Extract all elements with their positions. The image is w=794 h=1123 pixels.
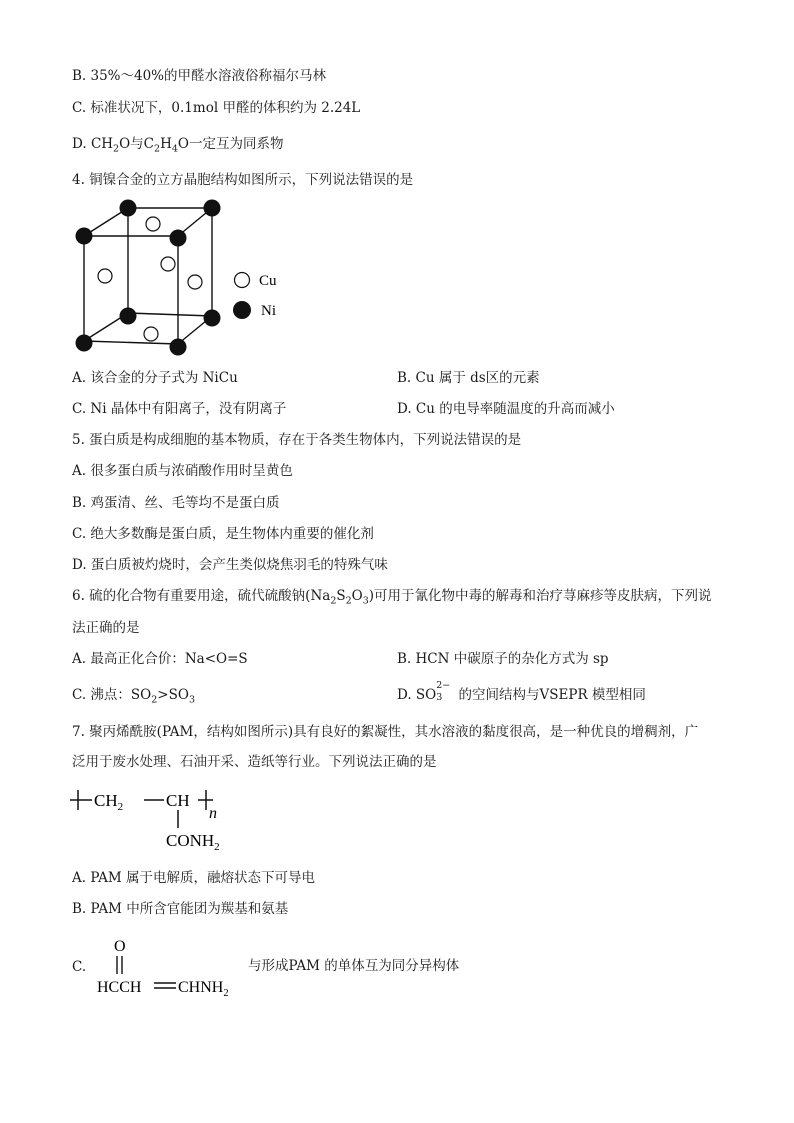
ni-atom-corner xyxy=(76,335,93,352)
q6-stem-line1: 6. 硫的化合物有重要用途，硫代硫酸钠$(Na_2S_2O_3)$可用于氰化物中毒的解毒和治疗荨麻疹等皮肤病，下列说 xyxy=(72,588,712,607)
pam-structure xyxy=(70,784,240,856)
pam-ch: CH xyxy=(166,791,190,810)
isomer-left-part: HCCH xyxy=(97,979,142,996)
q6-option-a: A. 最高正化合价：Na<O=S xyxy=(72,651,248,667)
q4-option-c: C. Ni 晶体中有阳离子，没有阴离子 xyxy=(72,401,287,417)
cu-atom-top xyxy=(146,217,160,231)
cu-atom-right xyxy=(188,275,202,289)
ni-atom-corner xyxy=(204,310,221,327)
q6-option-d: D. SO 2− 3 的空间结构与VSEPR 模型相同 xyxy=(397,680,646,703)
q7-option-a: A. PAM 属于电解质，融熔状态下可导电 xyxy=(72,870,316,886)
cu-atom-back xyxy=(161,257,175,271)
legend-cu-label: Cu xyxy=(259,273,277,289)
q4-stem: 4. 铜镍合金的立方晶胞结构如图所示，下列说法错误的是 xyxy=(72,172,414,188)
legend-ni-label: Ni xyxy=(261,303,276,319)
q7-option-b: B. PAM 中所含官能团为羰基和氨基 xyxy=(72,901,289,917)
q7-stem-line1: 7. 聚丙烯酰胺(PAM，结构如图所示)具有良好的絮凝性，其水溶液的黏度很高，是一种优良的增稠剂，广 xyxy=(72,724,699,740)
q5-option-c: C. 绝大多数酶是蛋白质，是生物体内重要的催化剂 xyxy=(72,526,374,542)
q3-option-c: C. 标准状况下，0.1mol 甲醛的体积约为 2.24L xyxy=(72,100,361,116)
monomer-isomer-structure xyxy=(94,934,254,998)
ni-atom-corner xyxy=(204,200,221,217)
q7-option-c-text: 与形成PAM 的单体互为同分异构体 xyxy=(248,958,460,974)
pam-conh2: $CONH_2$ xyxy=(166,831,220,853)
q4-option-b: B. Cu 属于 ds区的元素 xyxy=(397,370,540,386)
pam-ch2: $CH_2$ xyxy=(94,791,124,813)
cu-atom-left xyxy=(98,269,112,283)
q7-option-c-label: C. xyxy=(72,959,87,975)
cu-atom-bottom xyxy=(144,327,158,341)
q6-option-c: C. 沸点：$SO_2>SO_3$ xyxy=(72,687,195,706)
q5-option-b: B. 鸡蛋清、丝、毛等均不是蛋白质 xyxy=(72,495,280,511)
q5-stem: 5. 蛋白质是构成细胞的基本物质，存在于各类生物体内，下列说法错误的是 xyxy=(72,432,522,448)
q4-option-a: A. 该合金的分子式为 NiCu xyxy=(72,370,238,386)
legend-cu-marker xyxy=(235,273,250,288)
q5-option-a: A. 很多蛋白质与浓硝酸作用时呈黄色 xyxy=(72,463,293,479)
ni-atom-corner xyxy=(170,339,187,356)
isomer-right-part: $CHNH_2$ xyxy=(178,979,229,998)
q6-stem-line2: 法正确的是 xyxy=(72,620,140,636)
unit-cell-figure xyxy=(70,196,310,362)
q4-option-d: D. Cu 的电导率随温度的升高而减小 xyxy=(397,401,615,417)
q3-option-b: B. 35%～40%的甲醛水溶液俗称福尔马林 xyxy=(72,68,327,84)
ni-atom-corner xyxy=(120,308,137,325)
pam-repeat-n: n xyxy=(209,805,217,822)
legend-ni-marker xyxy=(233,301,251,319)
isomer-oxygen: O xyxy=(114,938,126,955)
q6-option-b: B. HCN 中碳原子的杂化方式为 sp xyxy=(397,651,609,667)
ni-atom-corner xyxy=(76,228,93,245)
ni-atom-corner xyxy=(170,230,187,247)
ni-atom-corner xyxy=(120,200,137,217)
q7-stem-line2: 泛用于废水处理、石油开采、造纸等行业。下列说法正确的是 xyxy=(72,754,437,770)
q3-option-d: D. $CH_2O$与$C_2H_4O$一定互为同系物 xyxy=(72,136,284,155)
q5-option-d: D. 蛋白质被灼烧时，会产生类似烧焦羽毛的特殊气味 xyxy=(72,557,388,573)
